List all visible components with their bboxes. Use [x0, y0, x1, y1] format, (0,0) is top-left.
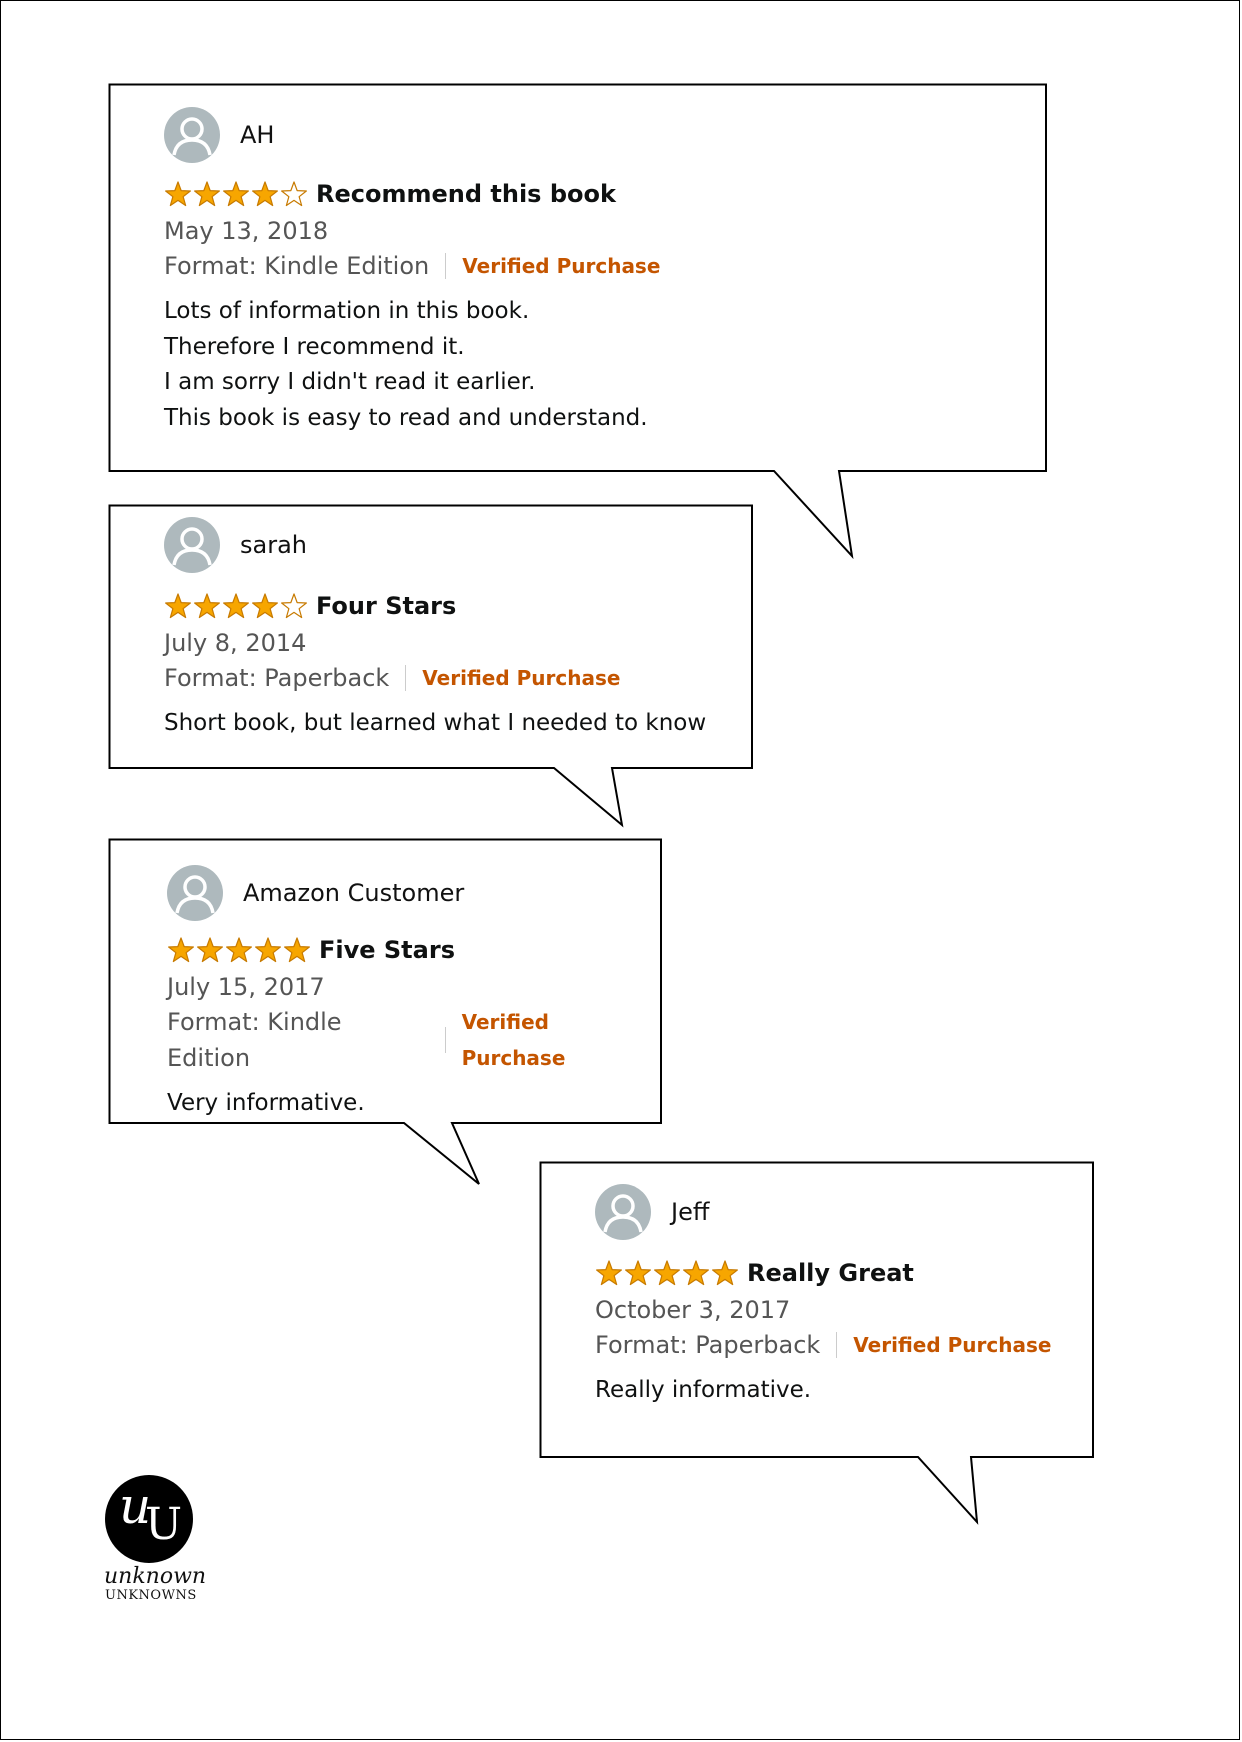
verified-purchase-badge: Verified Purchase: [462, 254, 661, 278]
verified-purchase-badge: Verified Purchase: [461, 1010, 566, 1070]
star-filled-icon: [167, 936, 195, 964]
reviewer-name[interactable]: Jeff: [671, 1198, 710, 1226]
review-title[interactable]: Four Stars: [316, 592, 457, 620]
star-rating: [164, 592, 308, 620]
review-bubble-3: [109, 839, 665, 1189]
review-title[interactable]: Really Great: [747, 1259, 914, 1287]
review-date: July 8, 2014: [164, 629, 307, 657]
logo-mark: [105, 1475, 193, 1563]
star-filled-icon: [225, 936, 253, 964]
review-body: [595, 1373, 1085, 1409]
review-body-line: I am sorry I didn't read it earlier.: [164, 369, 536, 395]
star-filled-icon: [595, 1259, 623, 1287]
logo-circle: [105, 1475, 193, 1563]
star-filled-icon: [193, 180, 221, 208]
verified-purchase-badge: Verified Purchase: [422, 666, 621, 690]
logo-mark-U: U: [145, 1499, 183, 1550]
review-bubble-1: [109, 84, 1049, 564]
review-bubble-4: [540, 1162, 1096, 1527]
avatar: [167, 865, 223, 921]
star-empty-icon: [280, 592, 308, 620]
star-filled-icon: [251, 180, 279, 208]
reviewer-name[interactable]: Amazon Customer: [243, 879, 465, 907]
star-rating: [595, 1259, 739, 1287]
format-divider: [405, 665, 406, 691]
unknown-unknowns-logo: [96, 1475, 206, 1603]
star-rating: [164, 180, 308, 208]
format-divider: [836, 1332, 837, 1358]
review-format[interactable]: Format: Kindle Edition: [167, 1008, 342, 1072]
review-format[interactable]: Format: Kindle Edition: [164, 252, 430, 280]
review-date: October 3, 2017: [595, 1296, 791, 1324]
review-body: [164, 706, 744, 742]
avatar: [595, 1184, 651, 1240]
reviewer-name[interactable]: AH: [240, 121, 275, 149]
star-empty-icon: [280, 180, 308, 208]
star-filled-icon: [196, 936, 224, 964]
star-filled-icon: [164, 180, 192, 208]
user-silhouette-icon: [164, 107, 220, 163]
avatar: [164, 107, 220, 163]
review-body-line: Therefore I recommend it.: [164, 333, 465, 360]
review-date: May 13, 2018: [164, 217, 329, 245]
format-divider: [445, 253, 446, 279]
star-filled-icon: [222, 592, 250, 620]
logo-mark-u: u: [119, 1477, 152, 1535]
user-silhouette-icon: [595, 1184, 651, 1240]
star-rating: [167, 936, 311, 964]
star-filled-icon: [254, 936, 282, 964]
review-format[interactable]: Format: Paperback: [164, 664, 390, 692]
logo-word: unknown: [104, 1564, 207, 1589]
review-body-line: Really informative.: [595, 1377, 812, 1403]
review-date: July 15, 2017: [167, 973, 325, 1001]
star-filled-icon: [164, 592, 192, 620]
star-filled-icon: [222, 180, 250, 208]
star-filled-icon: [283, 936, 311, 964]
star-filled-icon: [193, 592, 221, 620]
logo-word-caps: UNKNOWNS: [105, 1588, 197, 1603]
review-body-line: Lots of information in this book.: [164, 298, 530, 324]
star-filled-icon: [711, 1259, 739, 1287]
user-silhouette-icon: [164, 517, 220, 573]
review-title[interactable]: Five Stars: [319, 936, 455, 964]
user-silhouette-icon: [167, 865, 223, 921]
format-divider: [445, 1027, 446, 1053]
review-bubble-2: [109, 505, 757, 830]
review-body-line: Very informative.: [167, 1090, 365, 1116]
reviewer-name[interactable]: sarah: [240, 531, 307, 559]
verified-purchase-badge: Verified Purchase: [853, 1333, 1052, 1357]
review-body-line: Short book, but learned what I needed to know: [164, 710, 707, 736]
review-body-line: This book is easy to read and understand.: [164, 404, 648, 431]
star-filled-icon: [653, 1259, 681, 1287]
star-filled-icon: [251, 592, 279, 620]
review-body: [164, 294, 1024, 436]
avatar: [164, 517, 220, 573]
star-filled-icon: [624, 1259, 652, 1287]
review-format[interactable]: Format: Paperback: [595, 1331, 821, 1359]
review-body: [167, 1086, 657, 1122]
review-title[interactable]: Recommend this book: [316, 180, 616, 208]
star-filled-icon: [682, 1259, 710, 1287]
